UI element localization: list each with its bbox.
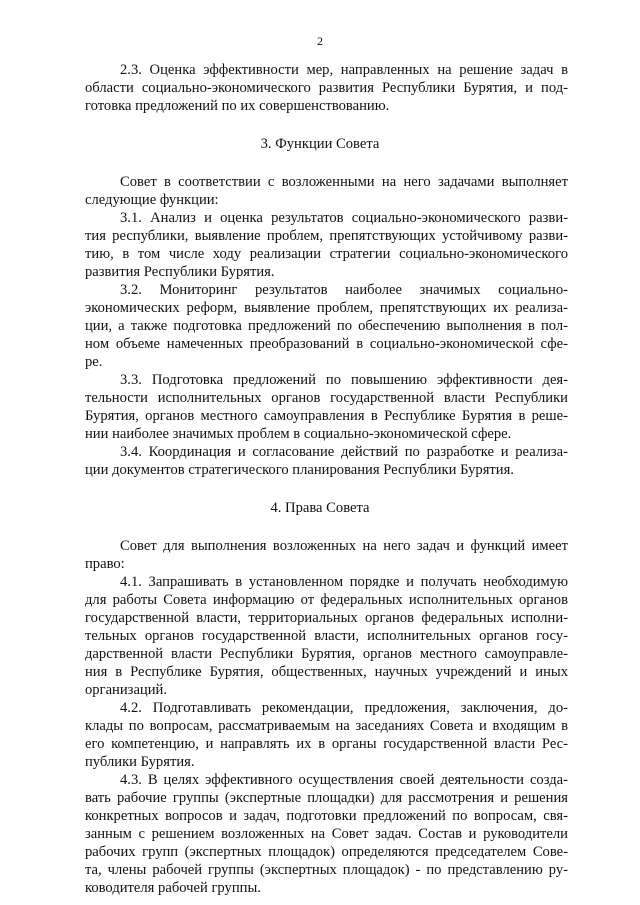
- clause-4-3-line: конкретных вопросов и задач, подготовки предложений по вопросам, свя-: [85, 808, 568, 824]
- clause-3-1-line: тию, в том числе ходу реализации стратегии социально-экономического: [85, 246, 568, 262]
- clause-4-1-line: дарственной власти Республики Бурятия, органов местного самоуправле-: [85, 646, 568, 662]
- clause-4-2-line: клады по вопросам, рассматриваемым на заседаниях Совета и входящим в: [85, 718, 568, 734]
- clause-4-3-line: 4.3. В целях эффективного осуществления своей деятельности созда-: [120, 772, 568, 788]
- clause-4-2-line: его компетенцию, и направлять их в органы государственной власти Рес-: [85, 736, 568, 752]
- clause-3-3-line: тельности исполнительных органов государственной власти Республики: [85, 390, 568, 406]
- clause-3-3-line: Бурятия, органов местного самоуправления в Республике Бурятия в реше-: [85, 408, 568, 424]
- clause-3-1-line: развития Республики Бурятия.: [85, 264, 275, 280]
- clause-3-2-line: ции, а также подготовка предложений по обеспечению выполнения в пол-: [85, 318, 568, 334]
- page-number: 2: [317, 34, 323, 48]
- clause-4-2-line: публики Бурятия.: [85, 754, 195, 770]
- clause-4-1-line: 4.1. Запрашивать в установленном порядке и получать необходимую: [120, 574, 568, 590]
- clause-3-1-line: 3.1. Анализ и оценка результатов социально-экономического разви-: [120, 210, 568, 226]
- clause-2-3-line: готовка предложений по их совершенствованию.: [85, 98, 390, 114]
- clause-4-1-line: ния в Республике Бурятия, общественных, научных учреждений и иных: [85, 664, 568, 680]
- section-4-intro-line: право:: [85, 556, 125, 572]
- clause-3-2-line: ре.: [85, 354, 103, 370]
- clause-4-3-line: та, члены рабочей группы (экспертных площадок) - по представлению ру-: [85, 862, 568, 878]
- section-4-intro-line: Совет для выполнения возложенных на него задач и функций имеет: [120, 538, 568, 554]
- clause-4-3-line: рабочих групп (экспертных площадок) определяются председателем Сове-: [85, 844, 568, 860]
- clause-2-3-line: области социально-экономического развития Республики Бурятия, и под-: [85, 80, 568, 96]
- section-3-heading: 3. Функции Совета: [260, 136, 380, 152]
- section-3-intro-line: следующие функции:: [85, 192, 219, 208]
- clause-4-1-line: тельных органов государственной власти, исполнительных органов госу-: [85, 628, 568, 644]
- clause-3-2-line: экономических реформ, выявление проблем, препятствующих их реализа-: [85, 300, 568, 316]
- clause-4-1-line: организаций.: [85, 682, 167, 698]
- clause-2-3-line: 2.3. Оценка эффективности мер, направленных на решение задач в: [120, 62, 568, 78]
- section-3-intro-line: Совет в соответствии с возложенными на него задачами выполняет: [120, 174, 568, 190]
- clause-3-2-line: ном объеме намеченных преобразований в социально-экономической сфе-: [85, 336, 568, 352]
- section-4-heading: 4. Права Совета: [270, 500, 370, 516]
- clause-4-3-line: занным с решением возложенных на Совет задач. Состав и руководители: [85, 826, 568, 842]
- clause-3-3-line: нии наиболее значимых проблем в социально-экономической сфере.: [85, 426, 512, 442]
- clause-4-1-line: государственной власти, территориальных органов федеральных исполни-: [85, 610, 568, 626]
- clause-3-4-line: 3.4. Координация и согласование действий по разработке и реализа-: [120, 444, 568, 460]
- clause-3-2-line: 3.2. Мониторинг результатов наиболее значимых социально-: [120, 282, 568, 298]
- clause-3-1-line: тия республики, выявление проблем, препятствующих устойчивому разви-: [85, 228, 568, 244]
- clause-4-1-line: для работы Совета информацию от федеральных исполнительных органов: [85, 592, 568, 608]
- clause-3-4-line: ции документов стратегического планирования Республики Бурятия.: [85, 462, 514, 478]
- clause-3-3-line: 3.3. Подготовка предложений по повышению эффективности дея-: [120, 372, 568, 388]
- clause-4-3-line: ководителя рабочей группы.: [85, 880, 261, 896]
- clause-4-2-line: 4.2. Подготавливать рекомендации, предложения, заключения, до-: [120, 700, 568, 716]
- clause-4-3-line: вать рабочие группы (экспертные площадки) для рассмотрения и решения: [85, 790, 568, 806]
